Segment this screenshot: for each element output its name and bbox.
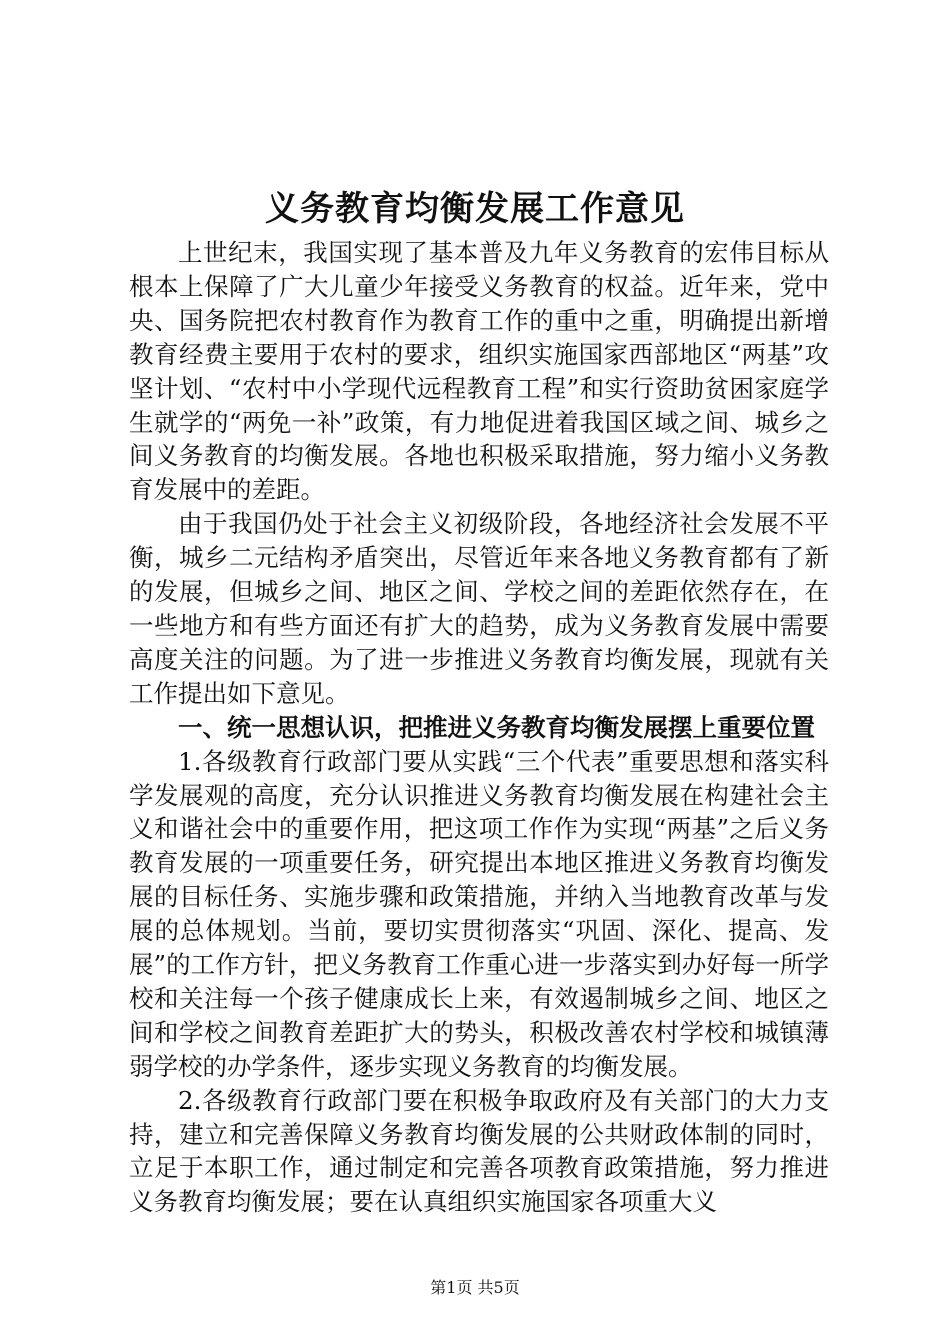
- document-title: 义务教育均衡发展工作意见: [265, 189, 685, 229]
- paragraph-item-2: 2.各级教育行政部门要在积极争取政府及有关部门的大力支持，建立和完善保障义务教育均衡发展的公共财政体制的同时，立足于本职工作，通过制定和完善各项教育政策措施，努力推进义务教育均衡发展；要在认真组织实施国家各项重大义: [129, 1085, 829, 1217]
- paragraph-intro: 上世纪末，我国实现了基本普及九年义务教育的宏伟目标从根本上保障了广大儿童少年接受义务教育的权益。近年来，党中央、国务院把农村教育作为教育工作的重中之重，明确提出新增教育经费主要用于农村的要求，组织实施国家西部地区“两基”攻坚计划、“农村中小学现代远程教育工程”和实行资助贫困家庭学生就学的“两免一补”政策，有力地促进着我国区域之间、城乡之间义务教育的均衡发展。各地也积极采取措施，努力缩小义务教育发展中的差距。: [129, 238, 829, 505]
- section-heading-1: 一、统一思想认识，把推进义务教育均衡发展摆上重要位置: [178, 712, 815, 742]
- paragraph-background: 由于我国仍处于社会主义初级阶段，各地经济社会发展不平衡，城乡二元结构矛盾突出，尽管近年来各地义务教育都有了新的发展，但城乡之间、地区之间、学校之间的差距依然存在，在一些地方和有些方面还有扩大的趋势，成为义务教育发展中需要高度关注的问题。为了进一步推进义务教育均衡发展，现就有关工作提出如下意见。: [129, 509, 829, 708]
- paragraph-item-1: 1.各级教育行政部门要从实践“三个代表”重要思想和落实科学发展观的高度，充分认识推进义务教育均衡发展在构建社会主义和谐社会中的重要作用，把这项工作作为实现“两基”之后义务教育发展的一项重要任务，研究提出本地区推进义务教育均衡发展的目标任务、实施步骤和政策措施，并纳入当地教育改革与发展的总体规划。当前，要切实贯彻落实“巩固、深化、提高、发展”的工作方针，把义务教育工作重心进一步落实到办好每一所学校和关注每一个孩子健康成长上来，有效遏制城乡之间、地区之间和学校之间教育差距扩大的势头，积极改善农村学校和城镇薄弱学校的办学条件，逐步实现义务教育的均衡发展。: [129, 746, 829, 1081]
- page-footer: 第1页 共5页: [430, 1278, 520, 1297]
- document-body: [129, 236, 829, 1219]
